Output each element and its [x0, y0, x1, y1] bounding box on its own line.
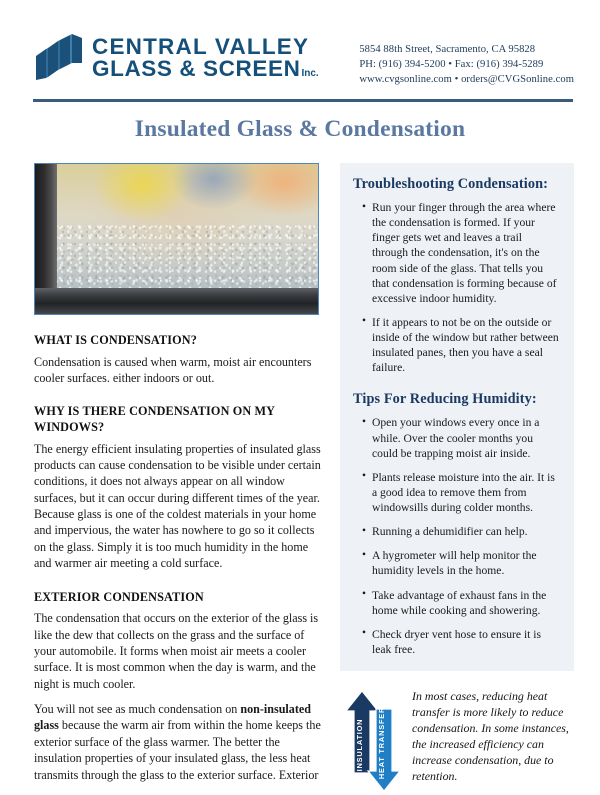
section-paragraph-why-condensation: The energy efficient insulating properties of insulated glass products can cause condensation to be visible under certain conditions, it does not always appear on all window surfaces, but it can occur during different times of the year. Because glass is one of the coldest materials in your home and impervious, the water has nowhere to go so it collects on the glass. Simply it is too much humidity in the home and warmer air meeting a cold surface.	[34, 441, 321, 571]
final-paragraph-bold: non-insulated glass	[34, 702, 311, 733]
section-paragraph-what-is-condensation: Condensation is caused when warm, moist air encounters cooler surfaces. either indoors or out.	[34, 354, 312, 385]
arrow-up-label: INSULATION	[355, 718, 364, 772]
content-columns	[0, 163, 600, 795]
section-heading-exterior-condensation: EXTERIOR CONDENSATION	[34, 589, 204, 604]
tips-bullet-list	[353, 415, 560, 657]
logo-line-1: CENTRAL VALLEY	[92, 34, 310, 60]
panel-heading-troubleshooting: Troubleshooting Condensation:	[353, 176, 549, 192]
contact-web-email[interactable]: www.cvgsonline.com • orders@CVGSonline.com	[359, 74, 574, 86]
header-divider	[33, 99, 573, 102]
contact-info	[359, 32, 574, 87]
list-item: • Run your finger through the area where the condensation is formed. If your finger gets wet and leaves a trail through the condensation, it's on the room side of the glass. That tells you that condensation is forming because of excessive indoor humidity.	[362, 200, 560, 306]
right-column	[340, 163, 574, 795]
list-item: • A hygrometer will help monitor the humidity levels in the home.	[362, 548, 560, 578]
logo-line-2-text: GLASS & SCREEN	[92, 56, 301, 81]
left-column	[34, 163, 324, 792]
contact-address: 5854 88th Street, Sacramento, CA 95828	[359, 44, 536, 55]
photo-window-frame-bottom	[35, 288, 318, 314]
footnote-text: In most cases, reducing heat transfer is more likely to reduce condensation. In some instances, the increased efficiency can increase condensation, due to retention.	[412, 689, 569, 783]
panel-heading-tips: Tips For Reducing Humidity:	[353, 391, 537, 408]
list-item: • Take advantage of exhaust fans in the home while cooking and showering.	[362, 588, 560, 618]
arrow-down-label: HEAT TRANSFER	[377, 706, 386, 780]
list-item: • Check dryer vent hose to ensure it is leak free.	[362, 627, 560, 657]
glass-panes-logo-icon	[34, 34, 84, 82]
section-heading-why-condensation: WHY IS THERE CONDENSATION ON MY WINDOWS?	[34, 404, 275, 434]
list-item: • If it appears to not be on the outside or inside of the window but rather between insulated panes, then you have a seal failure.	[362, 315, 560, 376]
final-paragraph-part2: because the warm air from within the home keeps the exterior surface of the glass warmer. The better the insulation properties of your insulated glass, the less heat transmits through the glass to the exterior surface. Exterior	[34, 718, 321, 782]
condensation-photo	[34, 163, 319, 315]
contact-phone-fax: PH: (916) 394-5200 • Fax: (916) 394-5289	[359, 59, 544, 71]
final-paragraph-part1: You will not see as much condensation on	[34, 702, 241, 717]
insulation-heat-transfer-arrow-icon	[344, 687, 402, 795]
list-item: • Open your windows every once in a while. Over the cooler months you could be trapping moist air inside.	[362, 415, 560, 460]
tips-panel	[340, 163, 574, 671]
logo-inc-suffix: Inc.	[301, 68, 319, 79]
logo-line-2	[92, 58, 319, 80]
company-logo[interactable]	[34, 34, 319, 82]
logo-wordmark	[92, 36, 319, 79]
troubleshooting-bullet-list	[353, 200, 560, 375]
section-heading-what-is-condensation: WHAT IS CONDENSATION?	[34, 333, 197, 347]
page-header	[0, 0, 600, 96]
footnote-row	[340, 687, 574, 795]
section-paragraph-exterior-condensation: The condensation that occurs on the exterior of the glass is like the dew that collects on the grass and the surface of your automobile. It forms when moist air meets a cooler surface. It is most common when the day is warm, and the night is much cooler.	[34, 611, 319, 691]
section-paragraph-non-insulated-glass	[34, 701, 324, 783]
page-title: Insulated Glass & Condensation	[134, 116, 466, 142]
list-item: • Plants release moisture into the air. It is a good idea to remove them from windowsills during colder months.	[362, 470, 560, 515]
list-item: • Running a dehumidifier can help.	[362, 524, 560, 539]
